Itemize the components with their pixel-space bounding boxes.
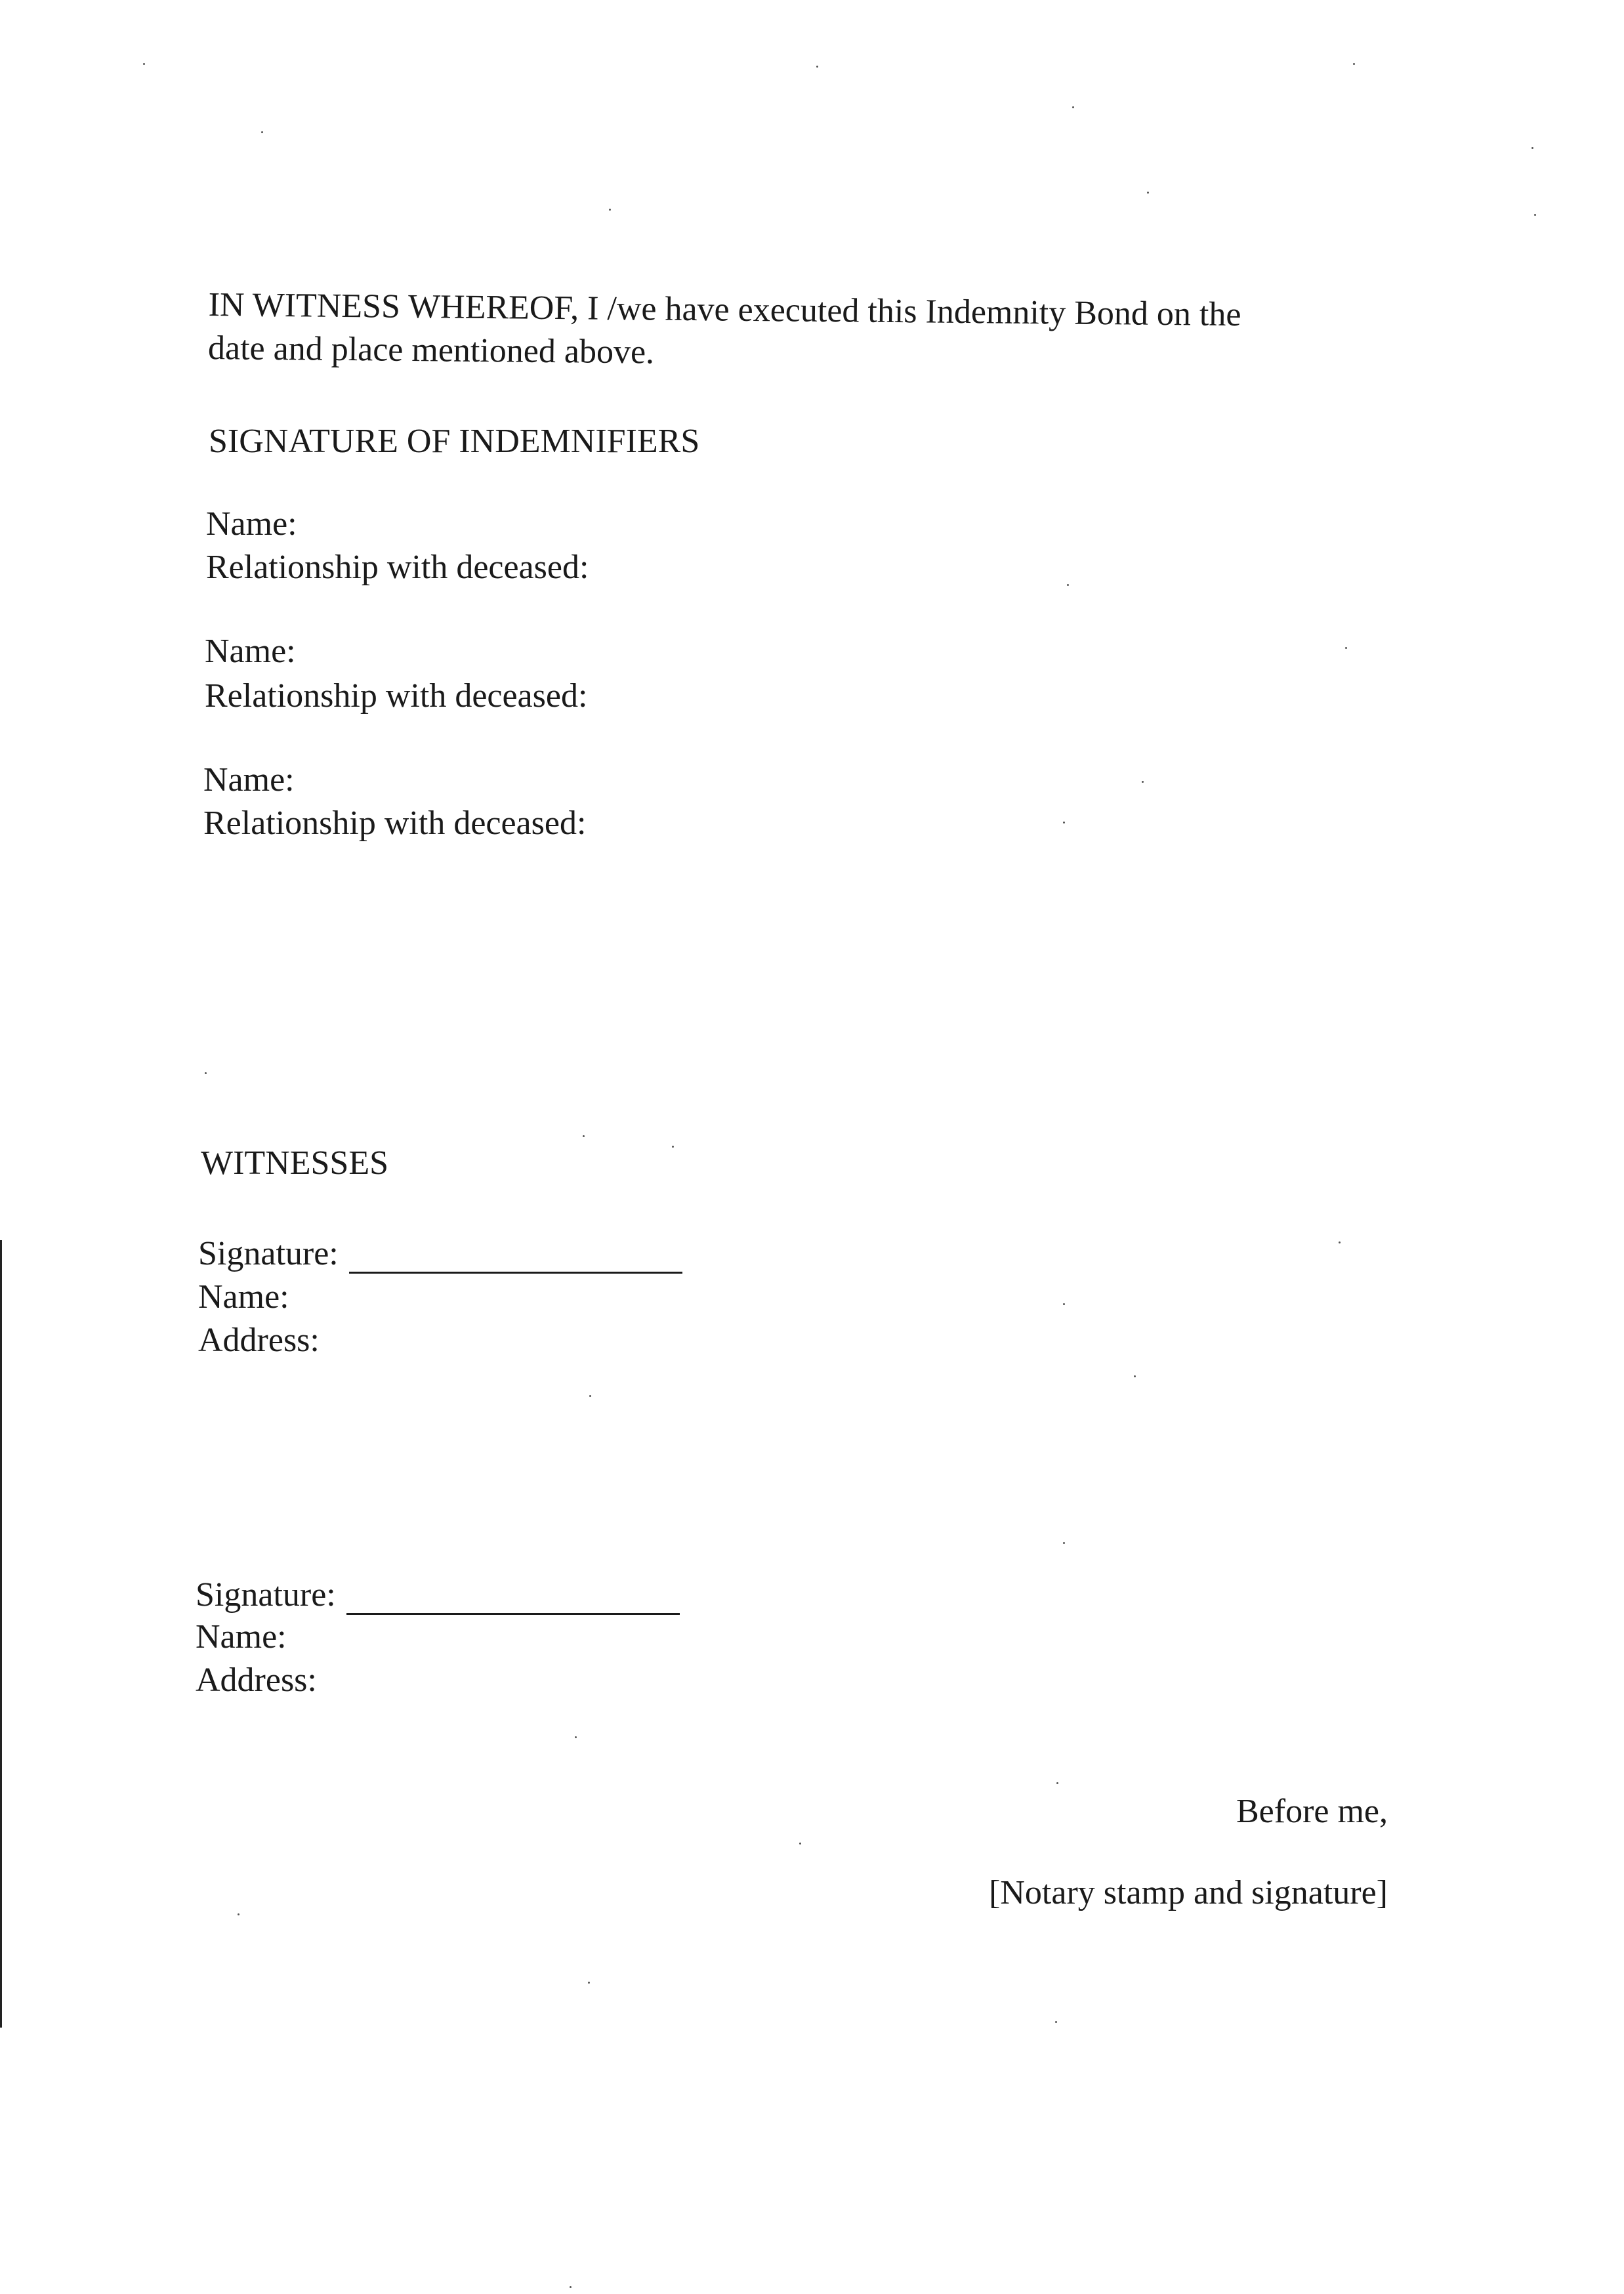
scan-speck bbox=[1056, 1782, 1058, 1784]
witness-1-signature-row bbox=[198, 1232, 682, 1276]
scan-speck bbox=[205, 1072, 207, 1074]
scan-speck bbox=[1063, 822, 1065, 824]
scan-speck bbox=[588, 1982, 590, 1984]
scan-speck bbox=[1067, 584, 1069, 586]
scan-speck bbox=[799, 1843, 801, 1845]
scan-speck bbox=[1134, 1375, 1136, 1377]
notary-before-me: Before me, bbox=[1236, 1793, 1388, 1830]
witness-clause-line-2: date and place mentioned above. bbox=[207, 329, 655, 371]
left-margin-rule bbox=[0, 1240, 2, 2028]
scan-speck bbox=[1142, 781, 1144, 783]
scan-speck bbox=[1345, 647, 1347, 649]
scan-speck bbox=[575, 1736, 577, 1738]
scan-speck bbox=[261, 131, 263, 133]
indemnifier-2-relationship-label: Relationship with deceased: bbox=[205, 677, 588, 715]
indemnifier-1-relationship-label: Relationship with deceased: bbox=[206, 549, 589, 586]
witness-2-address-label: Address: bbox=[196, 1661, 317, 1699]
scan-speck bbox=[1063, 1303, 1065, 1305]
scan-speck bbox=[583, 1135, 585, 1137]
witness-2-signature-row bbox=[196, 1574, 680, 1617]
scan-speck bbox=[589, 1395, 591, 1397]
scan-speck bbox=[238, 1913, 239, 1915]
witness-1-signature-label: Signature: bbox=[198, 1235, 339, 1272]
scan-speck bbox=[1147, 192, 1149, 194]
scan-speck bbox=[1063, 1542, 1065, 1544]
witness-clause bbox=[208, 283, 1364, 381]
witness-2-signature-line[interactable] bbox=[346, 1613, 680, 1615]
witness-1-signature-line[interactable] bbox=[349, 1272, 682, 1274]
witness-clause-line-1: IN WITNESS WHEREOF, I /we have executed this Indemnity Bond on the bbox=[208, 285, 1241, 334]
witness-1-name-label: Name: bbox=[198, 1278, 289, 1316]
witness-2-name-label: Name: bbox=[196, 1618, 287, 1656]
scan-speck bbox=[1531, 147, 1533, 149]
witnesses-heading: WITNESSES bbox=[201, 1144, 388, 1182]
scan-speck bbox=[609, 209, 611, 211]
scan-speck bbox=[1353, 63, 1355, 65]
scan-speck bbox=[816, 66, 818, 68]
indemnifier-3-relationship-label: Relationship with deceased: bbox=[203, 804, 587, 842]
scan-speck bbox=[1339, 1241, 1341, 1243]
scan-speck bbox=[1534, 214, 1536, 216]
scan-speck bbox=[1055, 2021, 1057, 2023]
indemnifier-3-name-label: Name: bbox=[203, 761, 295, 799]
scan-speck bbox=[672, 1146, 674, 1148]
indemnifiers-heading: SIGNATURE OF INDEMNIFIERS bbox=[209, 423, 700, 460]
witness-1-address-label: Address: bbox=[198, 1322, 320, 1359]
scan-speck bbox=[143, 63, 145, 65]
indemnifier-1-name-label: Name: bbox=[206, 505, 297, 543]
indemnifier-2-name-label: Name: bbox=[205, 633, 296, 670]
scan-speck bbox=[1072, 106, 1074, 108]
notary-stamp-note: [Notary stamp and signature] bbox=[989, 1874, 1388, 1911]
witness-2-signature-label: Signature: bbox=[196, 1576, 336, 1614]
scan-speck bbox=[570, 2286, 572, 2288]
